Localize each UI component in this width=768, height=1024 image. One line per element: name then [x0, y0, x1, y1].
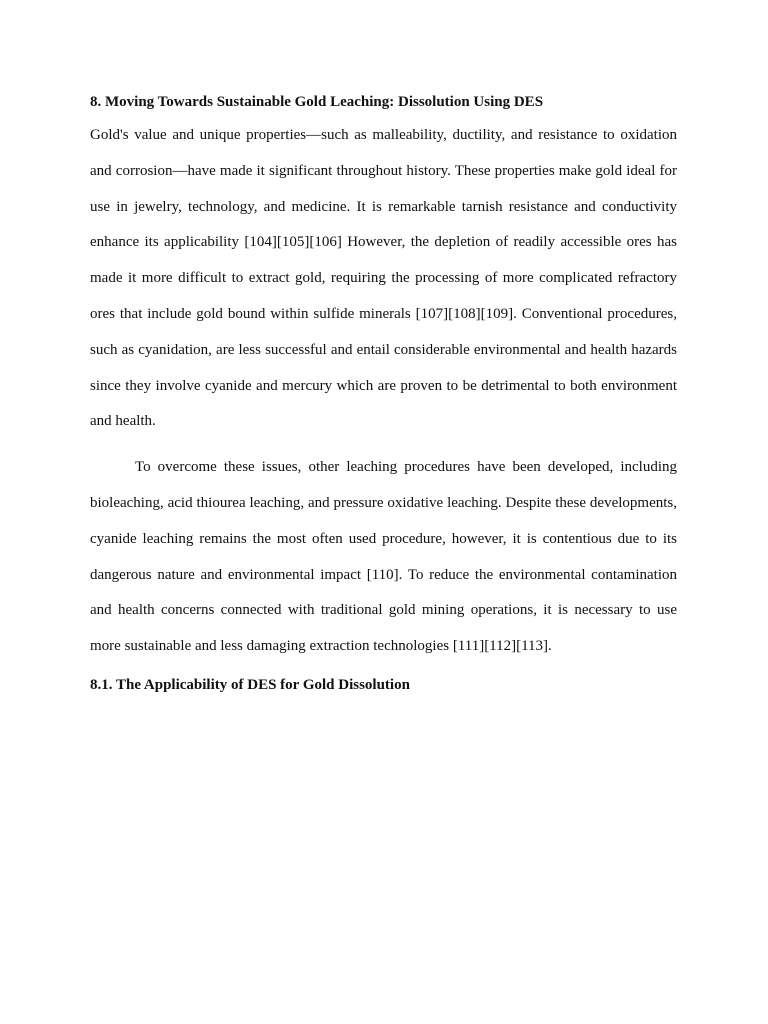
document-page	[90, 92, 677, 695]
section-heading: 8. Moving Towards Sustainable Gold Leaching: Dissolution Using DES	[90, 94, 544, 110]
body-paragraph-1: Gold's value and unique properties—such as malleability, ductility, and resistance to oxidation and corrosion—have made it significant throughout history. These properties make gold ideal for use in jewelry, technology, and medicine. It is remarkable tarnish resistance and conductivity enhance its applicability [104][105][106] However, the depletion of readily accessible ores has made it more difficult to extract gold, requiring the processing of more complicated refractory ores that include gold bound within sulfide minerals [107][108][109]. Conventional procedures, such as cyanidation, are less successful and entail considerable environmental and health hazards since they involve cyanide and mercury which are proven to be detrimental to both environment and health.	[90, 127, 677, 430]
body-paragraph-2: To overcome these issues, other leaching procedures have been developed, including bioleaching, acid thiourea leaching, and pressure oxidative leaching. Despite these developments, cyanide leaching remains the most often used procedure, however, it is contentious due to its dangerous nature and environmental impact [110]. To reduce the environmental contamination and health concerns connected with traditional gold mining operations, it is necessary to use more sustainable and less damaging extraction technologies [111][112][113].	[90, 459, 677, 655]
subsection-heading: 8.1. The Applicability of DES for Gold Dissolution	[90, 676, 410, 693]
